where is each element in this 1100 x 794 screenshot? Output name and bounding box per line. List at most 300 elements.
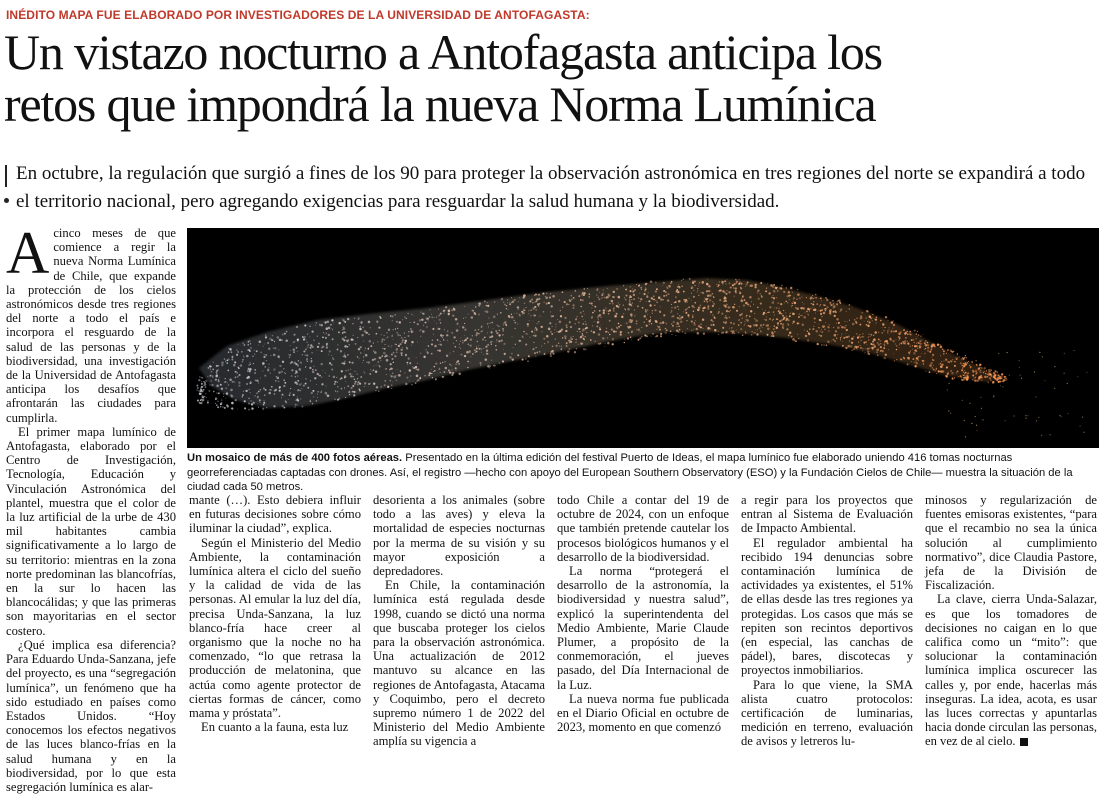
city-light-dot [476,332,478,334]
city-light-dot [516,313,517,314]
city-light-dot [464,335,465,336]
city-light-dot [914,365,917,368]
city-light-dot [349,361,351,363]
city-light-dot [550,353,552,355]
city-light-dot [672,315,674,317]
city-light-dot [264,375,266,377]
city-light-dot [329,362,331,364]
paragraph: El regulador ambiental ha recibido 194 denuncias sobre contaminación lumínica de actividades ya existentes, el 51% de ellas desde las tres regiones ya protegidas. Los casos que más se repiten son recintos deportivos (en especial, las canchas de pádel), bares, discotecas y proyectos inmobiliarios. [741,535,913,678]
city-light-dot [973,378,974,379]
city-light-dot [552,295,555,298]
city-light-dot [445,306,447,308]
city-light-dot [392,382,393,383]
city-light-dot [216,404,218,406]
city-light-dot [868,353,870,355]
city-light-dot [297,398,299,400]
city-light-dot [936,373,937,374]
city-light-dot [365,348,366,349]
city-light-dot [290,350,291,351]
city-light-dot [456,340,457,341]
city-light-dot [434,370,436,372]
city-light-dot [870,343,872,345]
city-light-dot [362,326,364,328]
city-light-dot [502,328,504,330]
city-light-dot [725,315,726,316]
paragraph: Según el Ministerio del Medio Ambiente, la contaminación lumínica altera el ciclo del sueño y la calidad de vida de las personas. Al emular la luz del día, precisa Unda-Sanzana, la luz blanco-fría hace creer al organismo que la noche no ha comenzado, “lo que retrasa la producción de melatonina, que actúa como agente protector de ciertas formas de cáncer, como mama y próstata”. [189,535,361,721]
city-light-dot [382,338,384,340]
city-light-dot [285,339,287,341]
city-light-dot [281,339,282,340]
city-light-dot [468,344,469,345]
city-light-dot [883,347,885,349]
city-light-dot [746,316,747,317]
city-light-dot [968,361,969,362]
city-light-dot [660,335,662,337]
city-light-dot [578,295,580,297]
city-light-dot [335,391,336,392]
city-light-dot [652,310,653,311]
city-light-dot [592,312,594,314]
city-light-dot [513,320,514,321]
city-light-dot [656,302,658,304]
city-light-dot [260,351,262,353]
city-light-dot [736,330,737,331]
city-light-dot [754,313,755,314]
city-light-dot [807,331,808,332]
city-light-dot [440,313,442,315]
city-light-dot [437,339,439,341]
city-light-dot [583,311,584,312]
city-light-dot [476,348,478,350]
city-light-dot [530,309,531,310]
city-light-dot [268,347,271,350]
city-light-dot [455,367,457,369]
city-light-dot [830,304,832,306]
city-light-dot [519,297,520,298]
city-light-dot [889,334,890,335]
city-light-dot [431,343,433,345]
city-light-dot [932,357,933,358]
city-light-dot [490,365,492,367]
city-light-dot [872,341,874,343]
city-light-dot [251,400,252,401]
outlying-light-dot [1054,388,1055,389]
city-light-dot [244,344,246,346]
city-light-dot [983,372,984,373]
city-light-dot [413,321,415,323]
city-light-dot [860,340,861,341]
city-light-dot [341,362,343,364]
city-light-dot [391,358,393,360]
city-light-dot [719,299,721,301]
city-light-dot [313,366,314,367]
city-light-dot [228,384,230,386]
city-light-dot [373,369,375,371]
city-light-dot [573,304,575,306]
city-light-dot [991,376,992,377]
city-light-dot [585,328,587,330]
city-light-dot [256,379,258,381]
city-light-dot [565,330,566,331]
city-light-dot [860,345,861,346]
city-light-dot [341,377,343,379]
city-light-dot [618,326,620,328]
city-light-dot [875,322,876,323]
city-light-dot [417,379,419,381]
city-light-dot [912,349,913,350]
city-light-dot [629,297,631,299]
city-light-dot [647,283,648,284]
city-light-dot [783,318,785,320]
city-light-dot [849,320,850,321]
city-light-dot [423,325,424,326]
city-light-dot [609,334,610,335]
city-light-dot [576,316,577,317]
city-light-dot [902,341,903,342]
city-light-dot [735,279,737,281]
city-light-dot [452,315,454,317]
city-light-dot [610,300,611,301]
city-light-dot [922,334,923,335]
city-light-dot [201,383,203,385]
city-light-dot [273,347,274,348]
city-light-dot [976,372,978,374]
outlying-light-dot [1050,434,1051,435]
city-light-dot [860,337,861,338]
city-light-dot [391,385,392,386]
city-light-dot [782,328,783,329]
city-light-dot [578,328,580,330]
city-light-dot [321,347,323,349]
city-light-dot [368,361,371,364]
city-light-dot [674,307,676,309]
city-light-dot [874,345,876,347]
city-light-dot [712,321,714,323]
city-light-dot [581,316,583,318]
city-light-dot [974,377,976,379]
city-light-dot [847,321,848,322]
city-light-dot [788,319,790,321]
city-light-dot [997,377,999,379]
city-light-dot [691,292,692,293]
city-light-dot [321,376,322,377]
city-light-dot [845,325,846,326]
city-light-dot [767,283,768,284]
city-light-dot [818,323,819,324]
city-light-dot [603,290,604,291]
city-light-dot [691,300,692,301]
city-light-dot [290,388,291,389]
city-light-dot [225,378,226,379]
city-light-dot [742,334,744,336]
city-light-dot [694,285,695,286]
city-light-dot [840,337,841,338]
city-light-dot [344,377,346,379]
city-light-dot [641,336,643,338]
city-light-dot [514,313,515,314]
city-light-dot [503,349,504,350]
city-light-dot [671,304,672,305]
city-light-dot [982,380,983,381]
article-column-1 [6,220,176,794]
city-light-dot [834,334,837,337]
city-light-dot [256,392,258,394]
city-light-dot [217,406,219,408]
city-light-dot [809,328,811,330]
city-light-dot [225,361,226,362]
city-light-dot [654,309,656,311]
city-light-dot [405,383,408,386]
city-light-dot [317,346,319,348]
city-light-dot [359,328,362,331]
city-light-dot [533,321,534,322]
city-light-dot [303,385,305,387]
city-light-dot [663,290,665,292]
city-light-dot [242,396,243,397]
city-light-dot [613,330,615,332]
city-light-dot [678,326,680,328]
city-light-dot [585,323,587,325]
caption-text: Presentado en la última edición del festival Puerto de Ideas, el mapa lumínico fue elaborado uniendo 416 tomas nocturnas georreferenciadas captadas con drones. Así, el registro —hecho con apoyo del European Southern Observatory (ESO) y la Fundación Cielos de Chile— muestra la situación de la ciudad cada 50 metros. [187,452,1073,494]
city-light-dot [439,319,441,321]
city-light-dot [645,309,646,310]
city-light-dot [652,333,654,335]
outlying-light-dot [981,408,982,409]
city-light-dot [845,333,846,334]
city-light-dot [893,320,894,321]
city-light-dot [264,344,265,345]
city-light-dot [348,339,349,340]
city-light-dot [347,346,348,347]
city-light-dot [868,320,869,321]
city-light-dot [588,293,590,295]
city-light-dot [365,354,368,357]
city-light-dot [480,364,481,365]
city-light-dot [698,286,699,287]
city-light-dot [965,364,966,365]
city-light-dot [844,321,845,322]
city-light-dot [357,337,358,338]
city-light-dot [783,291,785,293]
city-light-dot [885,316,887,318]
city-light-dot [872,320,874,322]
city-light-dot [585,349,586,350]
city-light-dot [724,280,726,282]
city-light-dot [369,373,371,375]
outlying-light-dot [1019,367,1020,368]
city-light-dot [289,354,291,356]
city-light-dot [666,323,667,324]
city-light-dot [888,327,889,328]
city-light-dot [400,352,402,354]
city-light-dot [272,339,273,340]
city-light-dot [967,362,968,363]
city-light-dot [765,313,766,314]
city-light-dot [391,368,393,370]
city-light-dot [805,335,807,337]
city-light-dot [631,315,633,317]
city-light-dot [591,307,592,308]
city-light-dot [411,331,412,332]
city-light-dot [878,339,880,341]
city-light-dot [467,361,469,363]
city-light-dot [285,400,287,402]
city-light-dot [286,331,288,333]
city-light-dot [826,299,828,301]
city-light-dot [558,342,559,343]
city-light-dot [273,405,275,407]
outlying-light-dot [993,396,994,397]
city-light-dot [666,287,667,288]
city-light-dot [749,296,752,299]
city-light-dot [812,328,814,330]
city-light-dot [763,324,765,326]
city-light-dot [754,332,755,333]
city-light-dot [508,315,510,317]
city-light-dot [659,310,661,312]
city-light-dot [364,350,365,351]
city-light-dot [216,373,217,374]
city-light-dot [487,323,489,325]
city-light-dot [264,394,265,395]
city-light-dot [449,308,450,309]
city-light-dot [942,349,943,350]
city-light-dot [903,358,905,360]
city-light-dot [733,287,735,289]
city-light-dot [231,358,233,360]
city-light-dot [503,343,505,345]
city-light-dot [265,366,266,367]
city-light-dot [828,324,830,326]
city-light-dot [496,339,497,340]
city-light-dot [782,315,784,317]
city-light-dot [824,326,825,327]
city-light-dot [1005,378,1006,379]
city-light-dot [536,298,538,300]
city-light-dot [422,330,425,333]
city-light-dot [384,344,385,345]
city-light-dot [336,391,338,393]
city-light-dot [304,324,306,326]
city-light-dot [598,319,599,320]
city-light-dot [649,321,650,322]
city-light-dot [396,348,397,349]
city-light-dot [262,362,265,365]
city-light-dot [408,335,410,337]
city-light-dot [623,285,624,286]
city-light-dot [656,328,658,330]
city-light-dot [689,278,691,280]
city-light-dot [217,365,219,367]
city-light-dot [317,393,318,394]
city-light-dot [736,310,738,312]
city-light-dot [309,336,310,337]
city-light-dot [789,336,790,337]
city-light-dot [629,326,632,329]
city-light-dot [590,339,592,341]
city-light-dot [750,306,751,307]
city-light-dot [970,367,971,368]
subhead: En octubre, la regulación que surgió a fines de los 90 para proteger la observación astronómica en tres regiones del norte se expandirá a todo el territorio nacional, pero agregando exigencias para resguardar la salud humana y la biodiversidad. [16,163,1086,212]
city-light-dot [212,375,214,377]
city-light-dot [961,369,963,371]
city-light-dot [753,324,755,326]
city-light-dot [328,354,329,355]
city-light-dot [573,336,574,337]
city-light-dot [301,383,302,384]
city-light-dot [870,336,871,337]
city-light-dot [678,284,679,285]
city-light-dot [578,321,580,323]
city-light-dot [917,336,918,337]
kicker: INÉDITO MAPA FUE ELABORADO POR INVESTIGADORES DE LA UNIVERSIDAD DE ANTOFAGASTA: [6,8,590,22]
city-light-dot [349,373,351,375]
city-light-dot [243,355,244,356]
city-light-dot [411,345,412,346]
city-light-dot [916,333,918,335]
city-light-dot [262,370,263,371]
city-light-dot [697,290,698,291]
city-light-dot [884,327,885,328]
city-light-dot [283,407,285,409]
city-light-dot [740,328,742,330]
city-light-dot [589,302,591,304]
city-light-dot [442,376,444,378]
city-light-dot [342,329,344,331]
city-light-dot [493,316,496,319]
city-light-dot [274,347,276,349]
city-light-dot [719,289,721,291]
city-light-dot [467,367,468,368]
city-light-dot [565,338,567,340]
city-light-dot [562,307,563,308]
city-light-dot [773,335,775,337]
city-light-dot [584,294,585,295]
city-light-dot [497,314,498,315]
city-light-dot [482,307,483,308]
city-light-dot [741,300,744,303]
city-light-dot [279,339,282,342]
city-light-dot [490,341,492,343]
city-light-dot [584,336,585,337]
city-light-dot [263,356,265,358]
city-light-dot [947,349,949,351]
city-light-dot [650,317,651,318]
city-light-dot [216,372,218,374]
city-light-dot [359,383,361,385]
city-light-dot [546,297,548,299]
city-light-dot [884,341,885,342]
city-light-dot [834,340,836,342]
city-light-dot [692,281,693,282]
city-light-dot [376,333,378,335]
city-light-dot [685,309,687,311]
city-light-dot [933,365,934,366]
city-light-dot [785,312,786,313]
city-light-dot [293,348,295,350]
city-light-dot [479,362,481,364]
city-light-dot [927,350,929,352]
city-light-dot [333,323,334,324]
city-light-dot [646,296,648,298]
city-light-dot [302,336,304,338]
city-light-dot [726,304,728,306]
city-light-dot [931,344,933,346]
city-light-dot [637,305,639,307]
city-light-dot [866,324,868,326]
city-light-dot [677,313,678,314]
city-light-dot [654,305,655,306]
